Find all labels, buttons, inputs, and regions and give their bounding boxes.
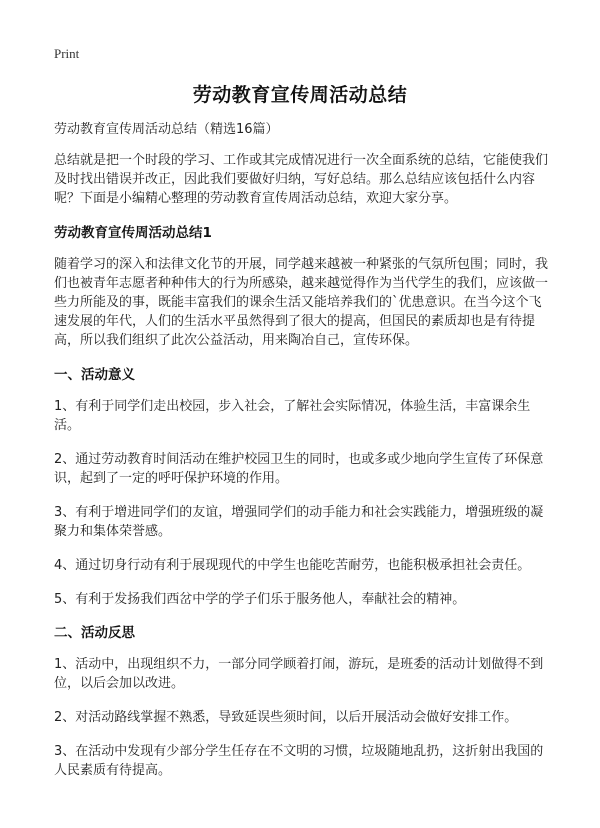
document-title: 劳动教育宣传周活动总结 <box>192 84 408 106</box>
document-content <box>54 120 550 795</box>
section-paragraph: 随着学习的深入和法律文化节的开展，同学越来越被一种紧张的气氛所包围；同时，我们也被青年志愿者种种伟大的行为所感染，越来越觉得作为当代学生的我们，应该做一些力所能及的事，既能丰富我们的课余生活又能培养我们的`优患意识。在当今这个飞速发展的年代，人们的生活水平虽然得到了很大的提高，但国民的素质却也是有待提高，所以我们组织了此次公益活动，用来陶冶自己，宣传环保。 <box>54 257 549 348</box>
list-item: 2、对活动路线掌握不熟悉，导致延误些须时间，以后开展活动会做好安排工作。 <box>54 710 518 725</box>
list-item: 4、通过切身行动有利于展现现代的中学生也能吃苦耐劳，也能积极承担社会责任。 <box>54 558 531 573</box>
list-item: 1、有利于同学们走出校园，步入社会，了解社会实际情况，体验生活，丰富课余生活。 <box>54 399 531 433</box>
heading-significance: 一、活动意义 <box>54 367 135 383</box>
list-item: 3、在活动中发现有少部分学生任存在不文明的习惯，垃圾随地乱扔，这折射出我国的人民素质有待提高。 <box>54 744 544 778</box>
list-item: 1、活动中，出现组织不力，一部分同学顾着打闹，游玩，是班委的活动计划做得不到位，以后会加以改进。 <box>54 657 544 691</box>
document-subtitle: 劳动教育宣传周活动总结（精选16篇） <box>54 122 279 137</box>
intro-paragraph: 总结就是把一个时段的学习、工作或其完成情况进行一次全面系统的总结，它能使我们及时找出错误并改正，因此我们要做好归纳，写好总结。那么总结应该包括什么内容呢？下面是小编精心整理的劳动教育宣传周活动总结，欢迎大家分享。 <box>54 153 549 206</box>
list-item: 3、有利于增进同学们的友谊，增强同学们的动手能力和社会实践能力，增强班级的凝聚力和集体荣誉感。 <box>54 505 544 539</box>
heading-reflection: 二、活动反思 <box>54 625 135 641</box>
list-item: 5、有利于发扬我们西岔中学的学子们乐于服务他人，奉献社会的精神。 <box>54 592 466 607</box>
print-label: Print <box>54 46 80 61</box>
section-title: 劳动教育宣传周活动总结1 <box>54 225 212 241</box>
list-item: 2、通过劳动教育时间活动在维护校园卫生的同时，也或多或少地向学生宣传了环保意识，起到了一定的呼吁保护环境的作用。 <box>54 452 544 486</box>
